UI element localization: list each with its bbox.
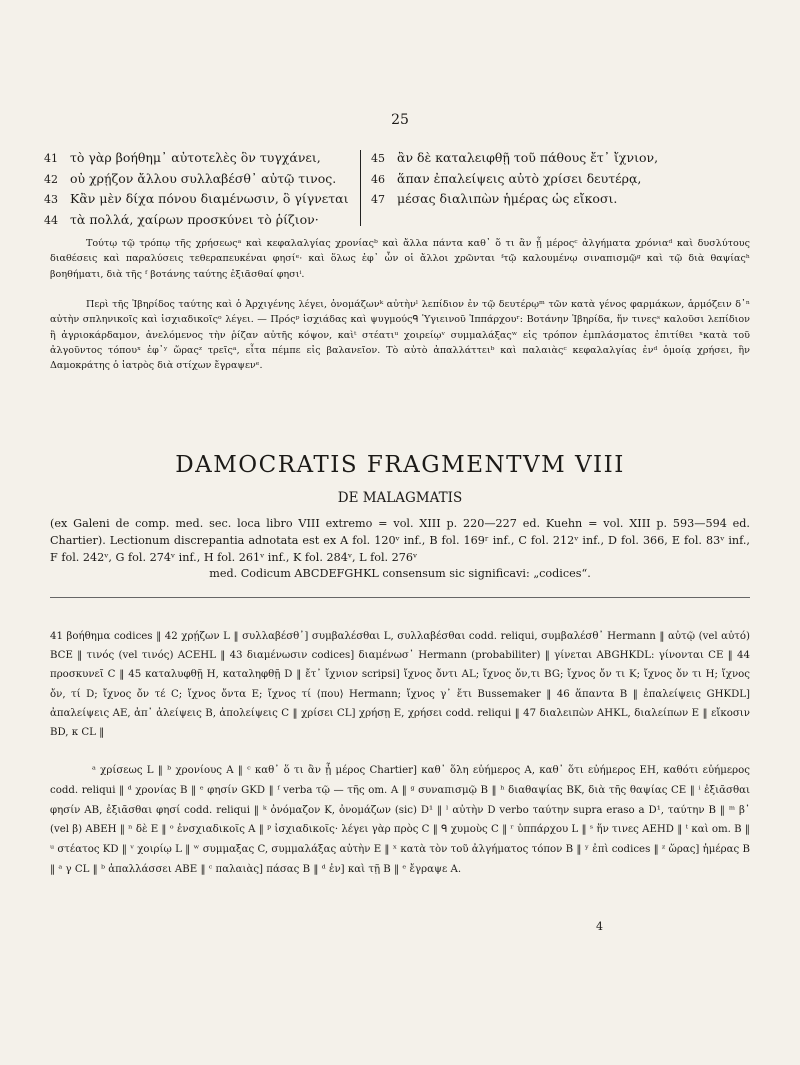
footnotes (50, 761, 750, 880)
verse-text: οὐ χρῄζον ἄλλου συλλαβέσθ᾽ αὐτῷ τινος. (70, 170, 337, 186)
intro-text: (ex Galeni de comp. med. sec. loca libro VIII extremo = vol. XIII p. 220—227 ed. Kuehn = vol. XIII p. 593—594 ed. Chartier). Lectionum discrepantia adnotata est ex A fol. 120ᵛ inf., B fol. 169ʳ inf., C fol. 212ᵛ inf., D fol. 366, E fol. 83ᵛ inf., F fol. 242ᵛ, G fol. 274ᵛ inf., H fol. 261ᵛ inf., K fol. 284ᵛ, L fol. 276ᵛ (50, 517, 750, 564)
page-number: 25 (391, 112, 409, 128)
footnotes-text: ᵃ χρίσεως L ‖ ᵇ χρονίους A ‖ ᶜ καθ᾽ ὅ τι ἂν ᾖ μέρος Chartier] καθ᾽ ὅλη εὐήμερος A, καθ᾽ ὅτι εὐήμερος EH, καθότι εὐήμερος codd. reliqui ‖ ᵈ χρονίας B ‖ ᵉ φησίν GKD ‖ ᶠ verba τῷ — τῆς om. A ‖ ᵍ συναπισμῷ B ‖ ʰ διαθαψίας BK, διὰ τῆς θαψίας CE ‖ ⁱ ἐξιᾶσθαι φησίν AB, ἐξιᾶσθαι φησί codd. reliqui ‖ ᵏ ὀνόμαζον K, ὀνομάζων (sic) D¹ ‖ ˡ αὐτὴν D verbo ταύτην supra eraso a D¹, ταύτην B ‖ ᵐ β᾽ (vel β) ABEH ‖ ⁿ δὲ E ‖ ᵒ ἐνσχιαδικοῖς A ‖ ᵖ ἰσχιαδικοῖς· λέγει γὰρ πρὸς C ‖ ᑫ χυμοὺς C ‖ ʳ ὑππάρχου L ‖ ˢ ἥν τινες AEHD ‖ ᵗ καὶ om. B ‖ ᵘ στέατος KD ‖ ᵛ χοιρίῳ L ‖ ʷ συμμαξας C, συμμαλάξας αὐτὴν E ‖ ˣ κατὰ τὸν τοῦ ἀλγήματος τόπον B ‖ ʸ ἐπὶ codices ‖ ᶻ ὥρας] ἡμέρας B ‖ ᵃ γ CL ‖ ᵇ ἀπαλλάσσει ABE ‖ ᶜ παλαιὰς] πάσας B ‖ ᵈ ἐν] καὶ τῇ B ‖ ᵉ ἔγραψε A. (50, 765, 750, 875)
verse-column-right (371, 148, 664, 230)
verse-text: ἂν δὲ καταλειφθῇ τοῦ πάθους ἔτ᾽ ἴχνιον, (397, 150, 659, 165)
verse-text: τὰ πολλά, χαίρων προσκύνει τὸ ῥίζιον· (70, 211, 319, 227)
fragment-title: DAMOCRATIS FRAGMENTVM VIII (175, 452, 625, 478)
apparatus-text: 41 βοήθημα codices ‖ 42 χρῄζων L ‖ συλλαβέσθ᾽] συμβαλέσθαι L, συλλαβέσθαι codd. reliqui, συμβαλέσθ᾽ Hermann ‖ αὐτῷ (vel αὐτό) BCE ‖ τινός (vel τινός) ACEHL ‖ 43 διαμένωσιν codices] διαμένωσ᾽ Hermann (probabiliter) ‖ γίνεται ABGHKDL: γίνονται CE ‖ 44 προσκυνεῖ C ‖ 45 καταλυφθῇ H, καταληφθῇ D ‖ ἔτ᾽ ἴχνιον scripsi] ἴχνος ὄντι AL; ἴχνος ὄν,τι BG; ἴχνος ὄν τι K; ἴχνος ὄν τι H; ἴχνος ὄν, τί D; ἴχνος ὄν τέ C; ἴχνος ὄντα E; ἴχνος τί ⟨που⟩ Hermann; ἴχνος γ᾽ ἔτι Bussemaker ‖ 46 ἅπαντα B ‖ ἐπαλείψεις GHKDL] ἀπαλείψεις AE, ἀπ᾽ ἀλείψεις B, ἀπολείψεις C ‖ χρίσει CL] χρήσῃ E, χρήσει codd. reliqui ‖ 47 διαλειπὼν AHKL, διαλείπων E ‖ εἴκοσιν BD, κ CL ‖ (50, 631, 750, 739)
verse-line (44, 148, 356, 169)
verse-line (371, 169, 664, 190)
column-divider (360, 150, 361, 226)
intro-last-line: med. Codicum ABCDEFGHKL consensum sic significavi: „codices“. (209, 567, 591, 581)
verse-number: 43 (44, 193, 58, 206)
verse-number: 46 (371, 172, 385, 186)
verse-number: 44 (44, 213, 58, 227)
verse-line (371, 189, 664, 210)
prose-paragraph-2 (50, 297, 750, 373)
prose-paragraph-1 (50, 236, 750, 282)
verse-line (44, 169, 356, 190)
verse-number: 47 (371, 193, 385, 206)
verse-text: ἅπαν ἐπαλείψεις αὐτὸ χρίσει δευτέρᾳ, (397, 170, 642, 186)
printer-signature: 4 (596, 920, 603, 933)
fragment-subtitle: DE MALAGMATIS (337, 490, 463, 506)
verse-text: μέσας διαλιπὼν ἡμέρας ὡς εἴκοσι. (397, 191, 618, 206)
verse-line (44, 210, 356, 231)
horizontal-rule (50, 597, 750, 598)
verse-block (44, 148, 664, 230)
prose-text: Τούτῳ τῷ τρόπῳ τῆς χρήσεωςᵃ καὶ κεφαλαλγίας χρονίαςᵇ καὶ ἄλλα πάντα καθ᾽ ὅ τι ἂν ᾖ μέροςᶜ ἀλγήματα χρόνιαᵈ καὶ δυσλύτους διαθέσεις καὶ παραλύσεις τεθεραπευκέναι φησίᵉ· καὶ ὅλως ἐφ᾽ ὧν οἱ ἄλλοι χρῶνται ᶠτῷ καλουμένῳ σιναπισμῷᵍ καὶ τῷ διὰ θαψίαςʰ βοηθήματι, διὰ τῆς ᶠ βοτάνης ταύτης ἐξιᾶσθαί φησιⁱ. (50, 238, 750, 280)
verse-column-left (44, 148, 356, 230)
verse-number: 41 (44, 152, 58, 165)
verse-number: 45 (371, 152, 385, 165)
critical-apparatus (50, 627, 750, 742)
verse-number: 42 (44, 172, 58, 186)
prose-text: Περὶ τῆς Ἰβηρίδος ταύτης καὶ ὁ Ἀρχιγένης λέγει, ὀνομάζωνᵏ αὐτὴνˡ λεπίδιον ἐν τῷ δευτέρῳᵐ τῶν κατὰ γένος φαρμάκων, ἁρμόζειν δ᾽ⁿ αὐτὴν σπληνικοῖς καὶ ἰσχιαδικοῖςᵒ λέγει. — Πρόςᵖ ἰσχιάδας καὶ ψυγμούςᑫ Ὑγιεινοῦ Ἱππάρχουʳ: Βοτάνην Ἰβηρίδα, ἥν τινεςˢ καλοῦσι λεπίδιον ἢ ἀγριοκάρδαμον, ἀνελόμενος τὴν ῥίζαν αὐτῆς κόψον, καὶᵗ στέατιᵘ χοιρείῳᵛ συμμαλάξαςʷ εἰς τρόπον ἐμπλάσματος ἐπιτίθει ˣκατὰ τοῦ ἀλγοῦντος τόπουˣ ἐφ᾽ʸ ὥραςᶻ τρεῖςᵃ, εἶτα πέμπε εἰς βαλανεῖον. Τὸ αὐτὸ ἀπαλλάττειᵇ καὶ παλαιὰςᶜ κεφαλαλγίας ἐνᵈ ὁμοίᾳ χρήσει, ἣν Δαμοκράτης ὁ ἰατρὸς διὰ στίχων ἔγραψενᵉ. (50, 299, 750, 372)
verse-line (371, 148, 664, 169)
verse-line (44, 189, 356, 210)
verse-text: Κἂν μὲν δίχα πόνου διαμένωσιν, ὃ γίγνεται (70, 191, 349, 206)
verse-text: τὸ γὰρ βοήθημ᾽ αὐτοτελὲς ὃν τυγχάνει, (70, 150, 321, 165)
source-introduction (50, 516, 750, 583)
